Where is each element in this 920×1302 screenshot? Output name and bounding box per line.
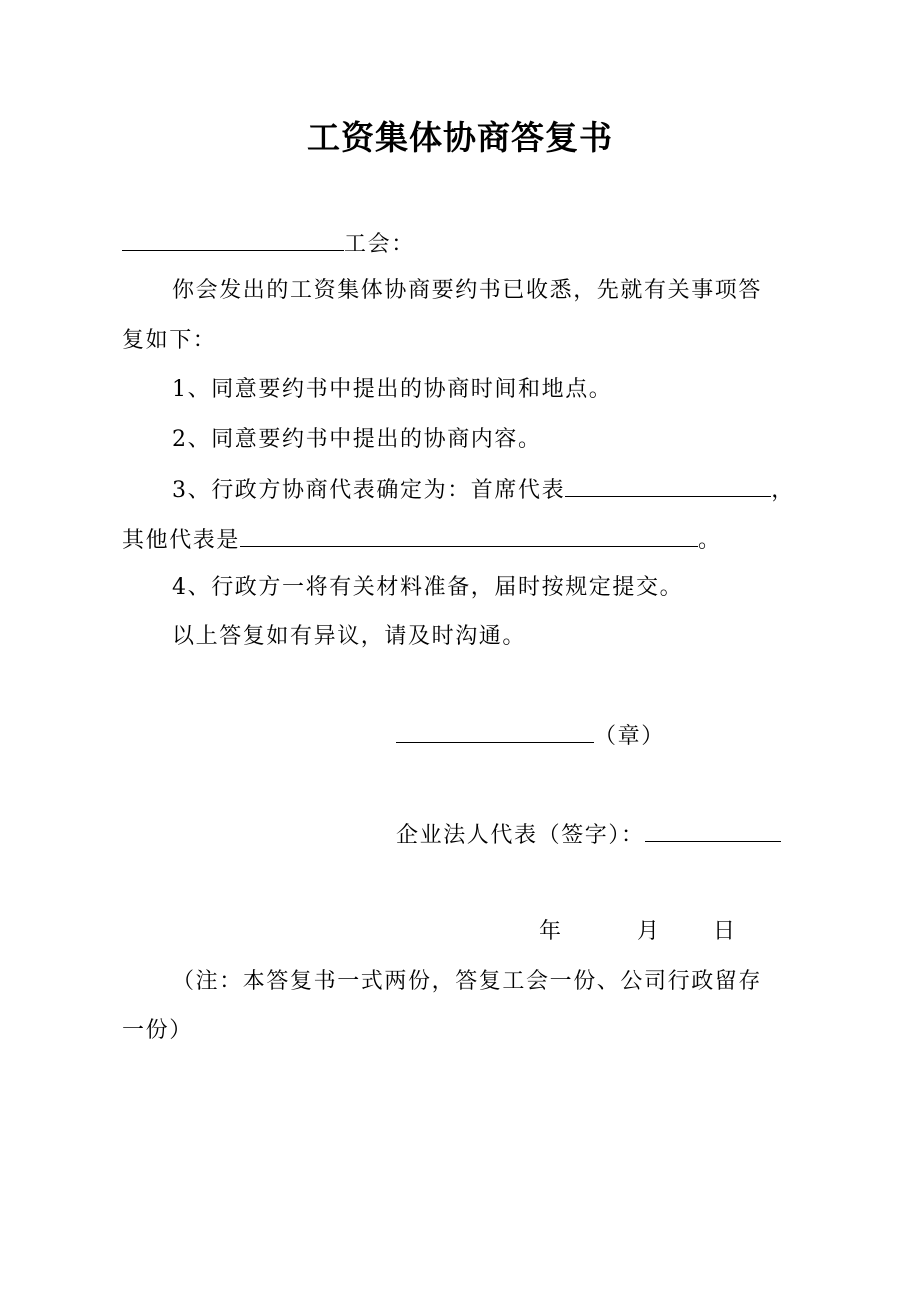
union-suffix: 工会： — [344, 232, 415, 257]
chief-representative-blank[interactable] — [565, 474, 771, 497]
date-month-label: 月 — [637, 919, 661, 944]
item-4: 4、行政方一将有关材料准备，届时按规定提交。 — [172, 575, 684, 600]
seal-label: （章） — [594, 724, 665, 749]
item-3-line-2-end: 。 — [698, 528, 722, 553]
item-3-line-2 — [122, 524, 722, 556]
closing-text: 以上答复如有异议，请及时沟通。 — [172, 624, 527, 649]
document-title: 工资集体协商答复书 — [307, 118, 613, 157]
signature-blank[interactable] — [645, 819, 781, 842]
item-1: 1、同意要约书中提出的协商时间和地点。 — [172, 377, 613, 402]
paragraph-1-line-2: 复如下： — [122, 328, 217, 353]
item-3-line-1 — [172, 474, 795, 506]
other-representatives-blank[interactable] — [240, 524, 698, 547]
date-year-label: 年 — [539, 919, 563, 944]
seal-blank[interactable] — [396, 720, 594, 743]
date-day-label: 日 — [713, 919, 737, 944]
union-name-blank[interactable] — [122, 228, 344, 251]
item-3-comma: ， — [771, 478, 795, 503]
paragraph-1-line-1: 你会发出的工资集体协商要约书已收悉，先就有关事项答 — [172, 278, 763, 303]
item-2: 2、同意要约书中提出的协商内容。 — [172, 427, 542, 452]
signature-label: 企业法人代表（签字）： — [396, 823, 645, 848]
note-line-1: （注：本答复书一式两份，答复工会一份、公司行政留存 — [172, 969, 763, 994]
note-line-2: 一份） — [122, 1018, 193, 1043]
item-3-line-2-prefix: 其他代表是 — [122, 528, 241, 553]
union-address-line — [122, 228, 415, 260]
item-3-prefix: 3、行政方协商代表确定为：首席代表 — [172, 478, 566, 503]
seal-line — [396, 720, 665, 752]
signature-line — [396, 819, 781, 851]
